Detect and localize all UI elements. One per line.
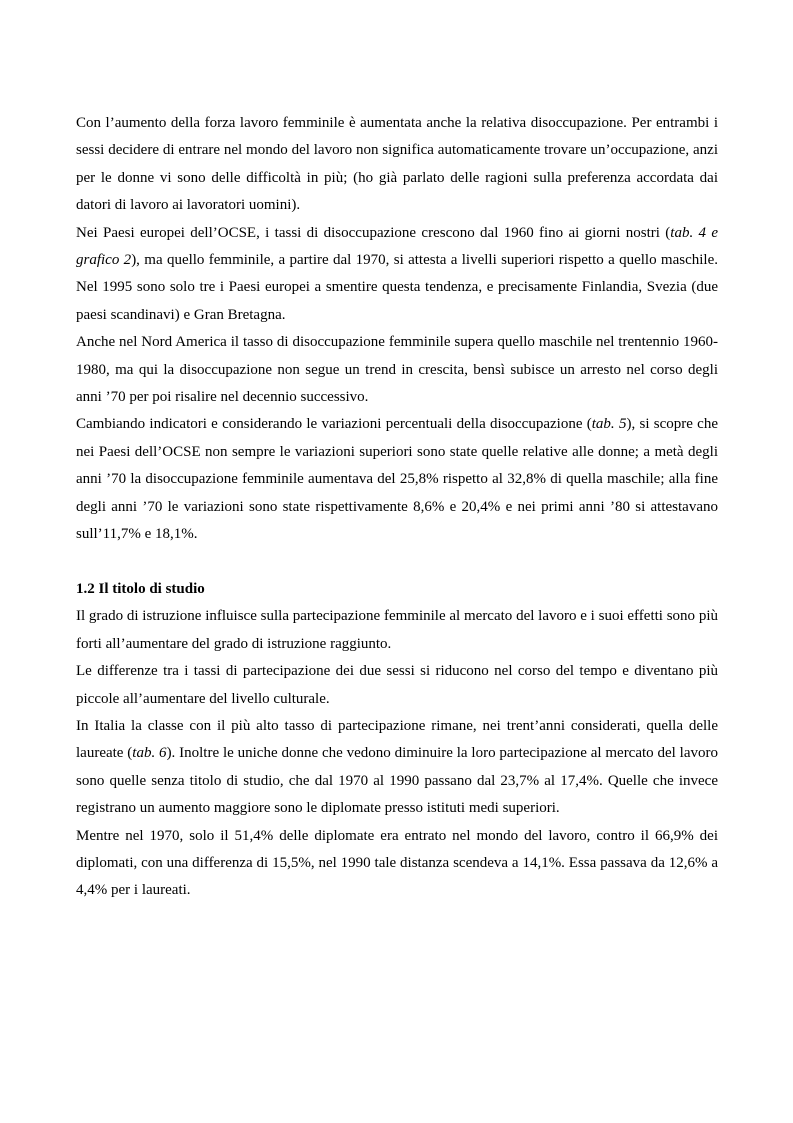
paragraph-diploma-gap [76,823,718,905]
text-span: Anche nel Nord America il tasso di disoccupazione femminile supera quello maschile nel trentennio 1960-1980, ma qui la disoccupazione non segue un trend in crescita, bensì subisce un arresto nel corso degli anni ’70 per poi risalire nel decennio successivo. [76,334,718,406]
paragraph-spacer [76,549,718,576]
paragraph-oecd-europe [76,220,718,330]
text-span: Cambiando indicatori e considerando le variazioni percentuali della disoccupazione ( [76,416,592,433]
table-reference: tab. 6 [132,745,167,762]
paragraph-percentage-variations [76,411,718,548]
table-reference: tab. 4 e grafico 2 [76,224,718,269]
text-span: Con l’aumento della forza lavoro femminile è aumentata anche la relativa disoccupazione. Per entrambi i sessi decidere di entrare nel mondo del lavoro non significa automaticamente trovare un’occupazione, anzi per le donne vi sono delle difficoltà in più; (ho già parlato delle ragioni sulla preferenza accordata dai datori di lavoro ai lavoratori uomini). [76,115,718,214]
paragraph-italy-graduates [76,713,718,823]
text-span: ), si scopre che nei Paesi dell’OCSE non sempre le variazioni superiori sono state quelle relative alle donne; a metà degli anni ’70 la disoccupazione femminile aumentava del 25,8% rispetto al 32,8% di quella maschile; alla fine degli anni ’70 le variazioni sono state rispettivamente 8,6% e 20,4% e nei primi anni ’80 si attestavano sull’11,7% e 18,1%. [76,416,719,543]
paragraph-north-america [76,329,718,411]
paragraph-education-influence [76,603,718,658]
text-span: ), ma quello femminile, a partire dal 1970, si attesta a livelli superiori rispetto a quello maschile. Nel 1995 sono solo tre i Paesi europei a smentire questa tendenza, e precisamente Finlandia, Svezia (due paesi scandinavi) e Gran Bretagna. [76,252,718,323]
section-heading: 1.2 Il titolo di studio [76,580,205,597]
text-span: Mentre nel 1970, solo il 51,4% delle diplomate era entrato nel mondo del lavoro, contro il 66,9% dei diplomati, con una differenza di 15,5%, nel 1990 tale distanza scendeva a 14,1%. Essa passava da 12,6% a 4,4% per i laureati. [76,827,718,899]
document-body [76,110,718,905]
text-span: Nei Paesi europei dell’OCSE, i tassi di disoccupazione crescono dal 1960 fino ai giorni nostri ( [76,224,671,241]
table-reference: tab. 5 [591,416,627,433]
text-span: Le differenze tra i tassi di partecipazione dei due sessi si riducono nel corso del tempo e diventano più piccole all’aumentare del livello culturale. [76,663,718,707]
paragraph-unemployment-intro [76,110,718,220]
paragraph-participation-differences [76,658,718,713]
text-span: ). Inoltre le uniche donne che vedono diminuire la loro partecipazione al mercato del lavoro sono quelle senza titolo di studio, che dal 1970 al 1990 passano dal 23,7% al 17,4%. Quelle che invece registrano un aumento maggiore sono le diplomate presso istituti medi superiori. [76,745,718,817]
text-span: Il grado di istruzione influisce sulla partecipazione femminile al mercato del lavoro e i suoi effetti sono più forti all’aumentare del grado di istruzione raggiunto. [76,608,718,652]
text-span: In Italia la classe con il più alto tasso di partecipazione rimane, nei trent’anni considerati, quella delle laureate ( [76,717,718,762]
